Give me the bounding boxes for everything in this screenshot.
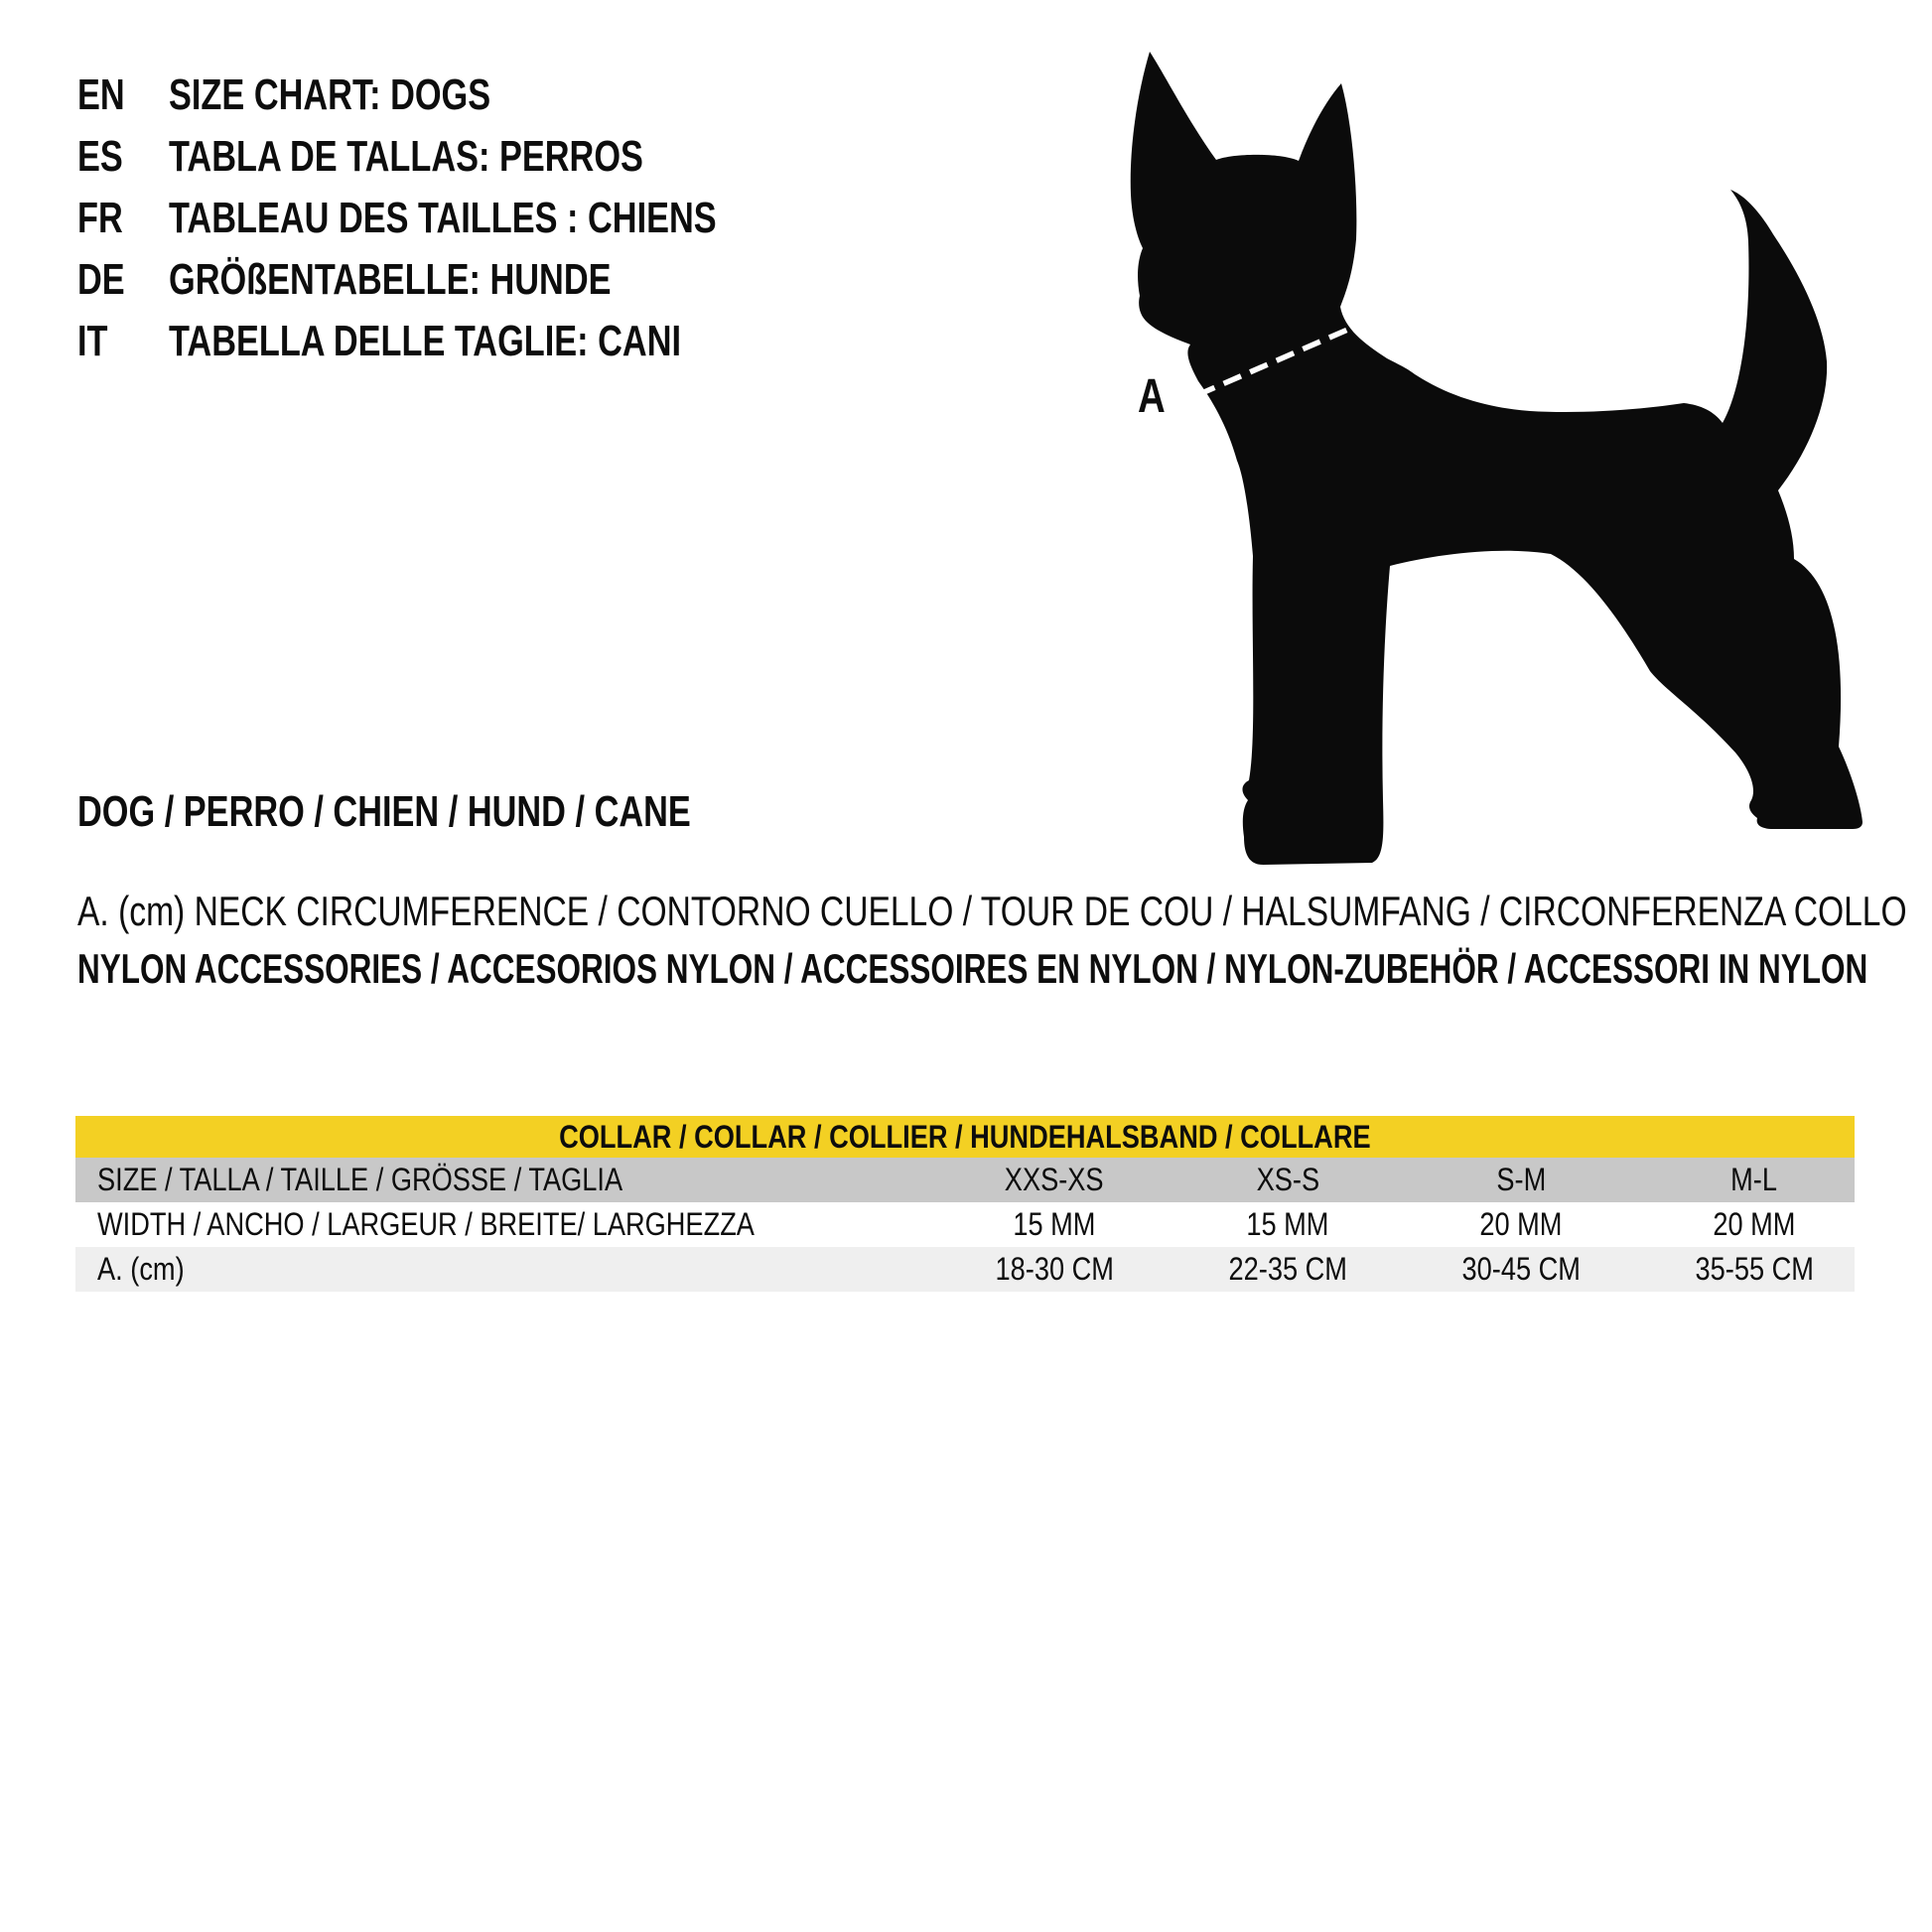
language-row [0, 249, 894, 311]
table-header-collar: COLLAR / COLLAR / COLLIER / HUNDEHALSBAND / COLLARE [75, 1116, 1855, 1158]
dog-caption: DOG / PERRO / CHIEN / HUND / CANE [77, 787, 691, 836]
language-code: DE [77, 255, 125, 304]
table-row-width [75, 1202, 1855, 1247]
size-value: S-M [1496, 1162, 1546, 1197]
row-label-width: WIDTH / ANCHO / LARGEUR / BREITE/ LARGHEZZA [97, 1206, 755, 1242]
neck-range-value: 18-30 CM [995, 1251, 1114, 1287]
neck-range-value: 30-45 CM [1461, 1251, 1581, 1287]
width-value: 15 MM [1246, 1206, 1329, 1242]
language-title: TABELLA DELLE TAGLIE: CANI [169, 317, 682, 365]
table-row-neck-cm [75, 1247, 1855, 1292]
neck-range-value: 22-35 CM [1228, 1251, 1347, 1287]
language-title: TABLA DE TALLAS: PERROS [169, 132, 643, 181]
width-value: 15 MM [1013, 1206, 1096, 1242]
language-code: FR [77, 194, 123, 242]
size-value: XS-S [1256, 1162, 1319, 1197]
dog-silhouette [1112, 40, 1896, 874]
language-row [0, 311, 894, 372]
row-label-neck-cm: A. (cm) [97, 1251, 185, 1287]
language-code: EN [77, 70, 125, 119]
language-row [0, 65, 894, 126]
language-row [0, 188, 894, 249]
neck-circumference-note: A. (cm) NECK CIRCUMFERENCE / CONTORNO CUELLO / TOUR DE COU / HALSUMFANG / CIRCONFERENZA COLLO [77, 888, 1907, 934]
nylon-accessories-note: NYLON ACCESSORIES / ACCESORIOS NYLON / ACCESSOIRES EN NYLON / NYLON-ZUBEHÖR / ACCESSORI IN NYLON [77, 945, 1868, 992]
size-value: M-L [1730, 1162, 1778, 1197]
row-label-size: SIZE / TALLA / TAILLE / GRÖSSE / TAGLIA [97, 1162, 623, 1197]
table-row-size [75, 1158, 1855, 1202]
neck-range-value: 35-55 CM [1695, 1251, 1814, 1287]
collar-measure-marker: A [1138, 370, 1166, 423]
width-value: 20 MM [1713, 1206, 1796, 1242]
language-row [0, 126, 894, 188]
language-code: ES [77, 132, 123, 181]
language-code: IT [77, 317, 108, 365]
width-value: 20 MM [1479, 1206, 1563, 1242]
language-title: SIZE CHART: DOGS [169, 70, 491, 119]
size-value: XXS-XS [1005, 1162, 1104, 1197]
language-title: TABLEAU DES TAILLES : CHIENS [169, 194, 717, 242]
language-title: GRÖßENTABELLE: HUNDE [169, 255, 612, 304]
